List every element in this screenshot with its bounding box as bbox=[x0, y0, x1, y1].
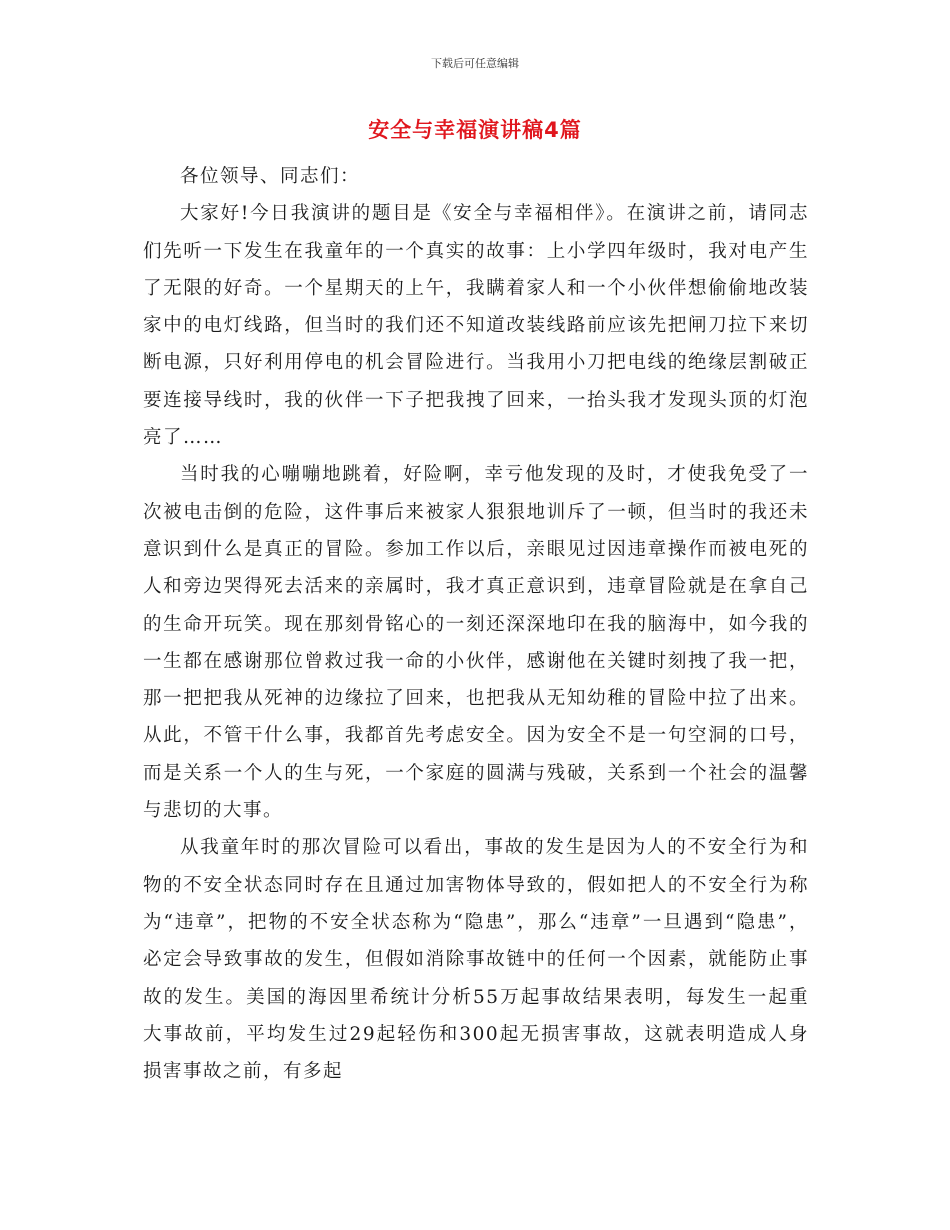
paragraph-salutation: 各位领导、同志们： bbox=[180, 166, 361, 187]
page-header-note: 下载后可任意编辑 bbox=[431, 57, 519, 70]
paragraph: 大家好!今日我演讲的题目是《安全与幸福相伴》。在演讲之前，请同志们先听一下发生在我童年的一个真实的故事：上小学四年级时，我对电产生了无限的好奇。一个星期天的上午，我瞒着家人和一个小伙伴想偷偷地改装家中的电灯线路，但当时的我们还不知道改装线路前应该先把闸刀拉下来切断电源，只好利用停电的机会冒险进行。当我用小刀把电线的绝缘层割破正要连接导线时，我的伙伴一下子把我拽了回来，一抬头我才发现头顶的灯泡亮了…… bbox=[143, 203, 809, 449]
paragraph: 从我童年时的那次冒险可以看出，事故的发生是因为人的不安全行为和物的不安全状态同时存在且通过加害物体导致的，假如把人的不安全行为称为“违章”，把物的不安全状态称为“隐患”，那么“违章”一旦遇到“隐患”，必定会导致事故的发生，但假如消除事故链中的任何一个因素，就能防止事故的发生。美国的海因里希统计分析55万起事故结果表明，每发生一起重大事故前，平均发生过29起轻伤和300起无损害事故，这就表明造成人身损害事故之前，有多起 bbox=[143, 837, 809, 1083]
document-title: 安全与幸福演讲稿4篇 bbox=[368, 118, 582, 142]
paragraph: 当时我的心嘣嘣地跳着，好险啊，幸亏他发现的及时，才使我免受了一次被电击倒的危险，这件事后来被家人狠狠地训斥了一顿，但当时的我还未意识到什么是真正的冒险。参加工作以后，亲眼见过因违章操作而被电死的人和旁边哭得死去活来的亲属时，我才真正意识到，违章冒险就是在拿自己的生命开玩笑。现在那刻骨铭心的一刻还深深地印在我的脑海中，如今我的一生都在感谢那位曾救过我一命的小伙伴，感谢他在关键时刻拽了我一把，那一把把我从死神的边缘拉了回来，也把我从无知幼稚的冒险中拉了出来。从此，不管干什么事，我都首先考虑安全。因为安全不是一句空洞的口号，而是关系一个人的生与死，一个家庭的圆满与残破，关系到一个社会的温馨与悲切的大事。 bbox=[143, 464, 809, 822]
document-body bbox=[143, 158, 809, 1090]
